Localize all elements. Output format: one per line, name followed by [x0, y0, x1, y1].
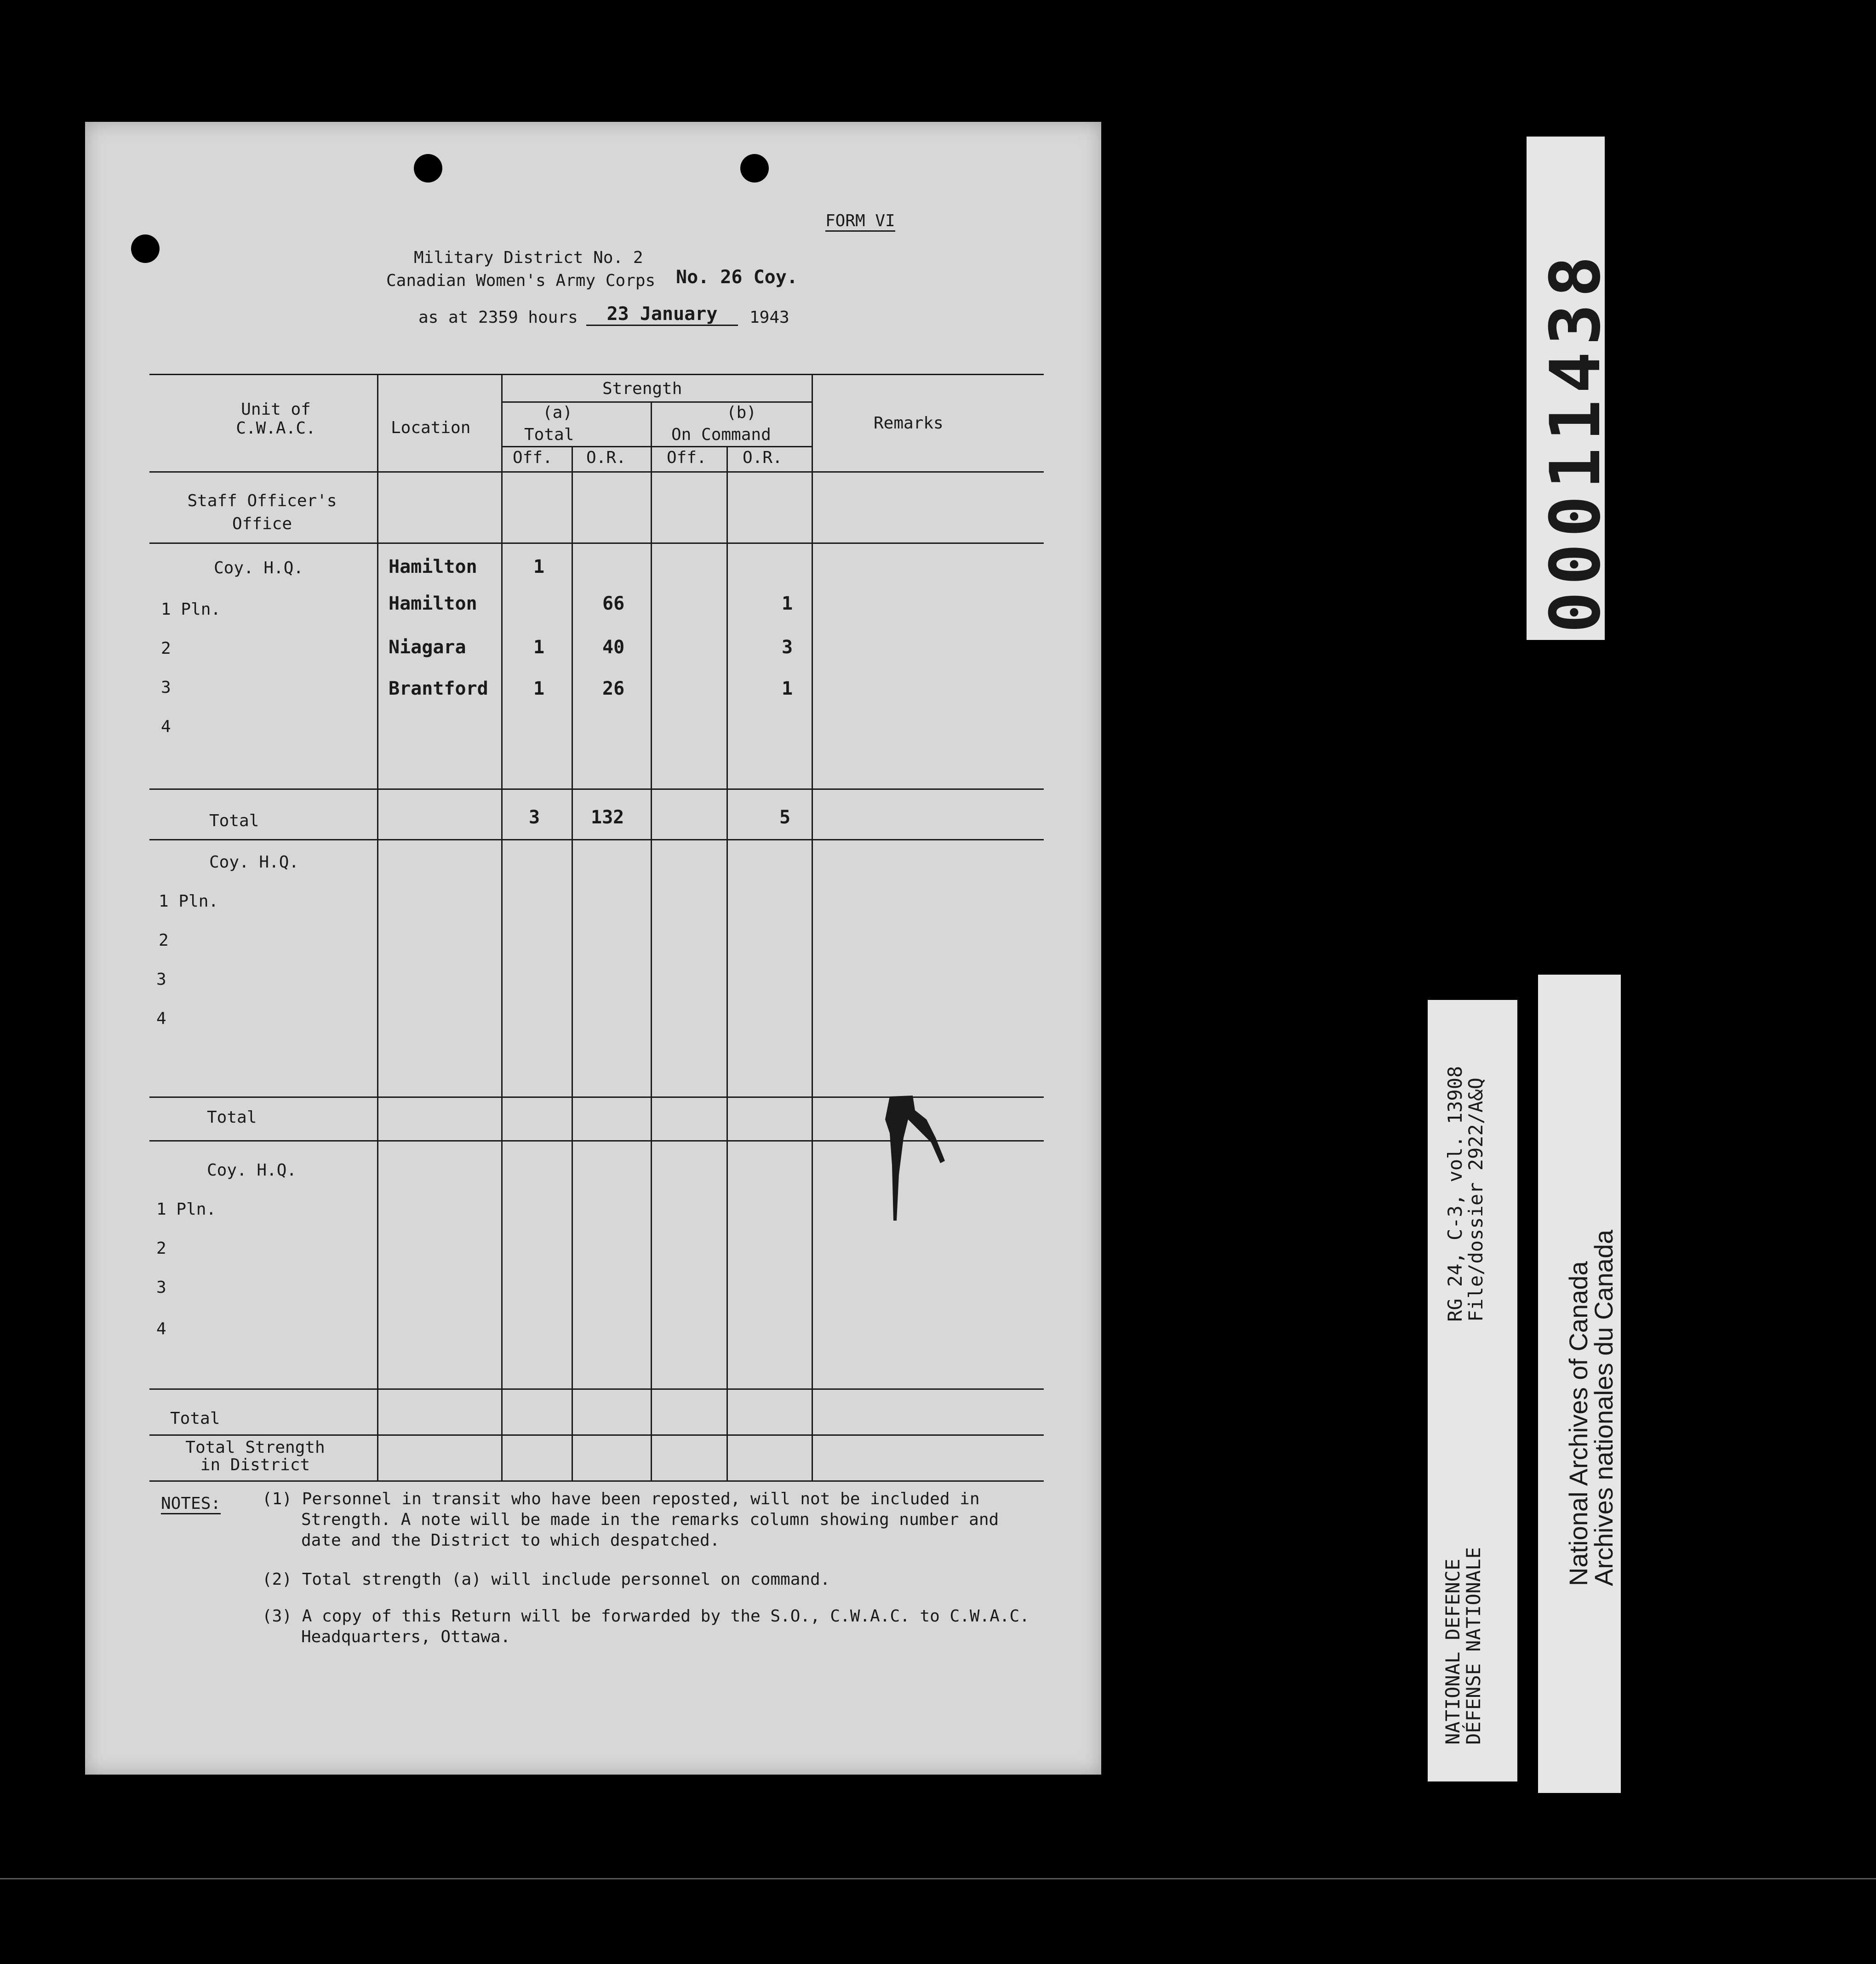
- header-a: (a): [543, 403, 573, 422]
- a-off-cell: 1: [533, 637, 545, 658]
- company-number: No. 26 Coy.: [676, 267, 798, 288]
- note-1a: (1) Personnel in transit who have been reposted, will not be included in: [262, 1490, 980, 1508]
- s2-total-label: Total: [207, 1108, 257, 1127]
- note-3a: (3) A copy of this Return will be forwarded by the S.O., C.W.A.C. to C.W.A.C.: [262, 1607, 1030, 1626]
- corps-heading: Canadian Women's Army Corps: [386, 271, 656, 290]
- s3-unit-hq: Coy. H.Q.: [207, 1161, 297, 1180]
- film-edge: [0, 1878, 1876, 1879]
- unit-cell: Coy. H.Q.: [214, 559, 304, 577]
- s2-unit-3: 3: [156, 970, 166, 989]
- header-b: (b): [726, 403, 757, 422]
- rule-subhead: [501, 446, 812, 447]
- note-2: (2) Total strength (a) will include personnel on command.: [262, 1570, 830, 1589]
- archives-name-french: Archives nationales du Canada: [1589, 1229, 1618, 1586]
- rule-staff-office: [149, 542, 1044, 544]
- header-unit: Unit of C.W.A.C.: [236, 400, 316, 438]
- s2-unit-hq: Coy. H.Q.: [209, 853, 299, 872]
- a-off-cell: 1: [533, 678, 545, 699]
- header-b-or: O.R.: [743, 448, 783, 467]
- col-rule-b-off: [651, 401, 652, 1480]
- rule-s1-total: [149, 839, 1044, 840]
- staff-office-label: Staff Officer's Office: [187, 491, 337, 533]
- punch-hole-1: [131, 234, 160, 263]
- national-defence-line-2: DÉFENSE NATIONALE: [1462, 1547, 1485, 1745]
- b-or-cell: 1: [782, 593, 793, 614]
- col-rule-b-or: [726, 446, 728, 1480]
- s3-unit-2: 2: [156, 1239, 166, 1258]
- a-or-cell: 66: [602, 593, 625, 614]
- total-label: Total: [209, 811, 259, 830]
- archives-strip: [1538, 975, 1621, 1793]
- a-off-cell: 1: [533, 556, 545, 577]
- header-location: Location: [391, 418, 471, 437]
- note-1c: date and the District to which despatched.: [301, 1531, 720, 1550]
- b-or-cell: 3: [782, 637, 793, 658]
- total-b-or: 5: [779, 807, 791, 828]
- header-b-off: Off.: [667, 448, 707, 467]
- header-remarks: Remarks: [874, 414, 944, 433]
- col-rule-remarks: [812, 374, 813, 1480]
- note-1b: Strength. A note will be made in the remarks column showing number and: [301, 1510, 999, 1529]
- col-rule-location: [377, 374, 378, 1480]
- s3-unit-3: 3: [156, 1278, 166, 1297]
- document-page: [85, 122, 1101, 1775]
- s3-unit-4: 4: [156, 1319, 166, 1338]
- header-a-off: Off.: [513, 448, 553, 467]
- return-date: 23 January: [586, 303, 738, 326]
- location-cell: Niagara: [389, 637, 466, 658]
- note-3b: Headquarters, Ottawa.: [301, 1627, 511, 1646]
- unit-cell: 3: [161, 678, 171, 697]
- a-or-cell: 26: [602, 678, 625, 699]
- frame-number-strip: [1527, 137, 1616, 640]
- total-strength-label: Total Strength in District: [185, 1438, 325, 1474]
- total-a-or: 132: [591, 807, 624, 828]
- s2-unit-1: 1 Pln.: [159, 892, 219, 911]
- col-rule-a-off: [501, 374, 503, 1480]
- reference-line-2: File/dossier 2922/A&Q: [1464, 1077, 1487, 1322]
- notes-label: NOTES:: [161, 1494, 221, 1514]
- unit-cell: 1 Pln.: [161, 600, 221, 619]
- district-heading: Military District No. 2: [414, 248, 643, 267]
- rule-s3-total: [149, 1434, 1044, 1436]
- unit-cell: 2: [161, 639, 171, 658]
- unit-cell: 4: [161, 717, 171, 736]
- return-year: 1943: [749, 308, 789, 327]
- location-cell: Brantford: [389, 678, 488, 699]
- rule-s3-bottom: [149, 1388, 1044, 1390]
- as-at-label: as at 2359 hours: [418, 308, 578, 327]
- rule-strength: [501, 401, 812, 403]
- s3-unit-1: 1 Pln.: [156, 1200, 217, 1219]
- reference-strip: [1428, 1000, 1517, 1781]
- rule-top: [149, 374, 1044, 375]
- archives-name-english: National Archives of Canada: [1564, 1261, 1593, 1586]
- punch-hole-2: [414, 154, 442, 183]
- a-or-cell: 40: [602, 637, 625, 658]
- rule-header-bottom: [149, 471, 1044, 473]
- col-rule-a-or: [572, 446, 573, 1480]
- header-on-command: On Command: [671, 425, 771, 444]
- header-total: Total: [524, 425, 574, 444]
- punch-hole-3: [740, 154, 769, 183]
- reference-line-1: RG 24, C-3, vol. 13908: [1444, 1066, 1466, 1322]
- header-a-or: O.R.: [586, 448, 626, 467]
- form-number: FORM VI: [825, 211, 895, 232]
- ink-blot: [871, 1092, 963, 1239]
- location-cell: Hamilton: [389, 556, 477, 577]
- national-defence-line-1: NATIONAL DEFENCE: [1441, 1559, 1464, 1745]
- rule-table-bottom: [149, 1480, 1044, 1482]
- frame-number: 00011438: [1536, 249, 1616, 633]
- total-a-off: 3: [529, 807, 540, 828]
- rule-s1-bottom: [149, 788, 1044, 790]
- location-cell: Hamilton: [389, 593, 477, 614]
- s2-unit-2: 2: [159, 931, 169, 950]
- b-or-cell: 1: [782, 678, 793, 699]
- s2-unit-4: 4: [156, 1009, 166, 1028]
- header-strength: Strength: [602, 379, 682, 398]
- s3-total-label: Total: [170, 1409, 220, 1428]
